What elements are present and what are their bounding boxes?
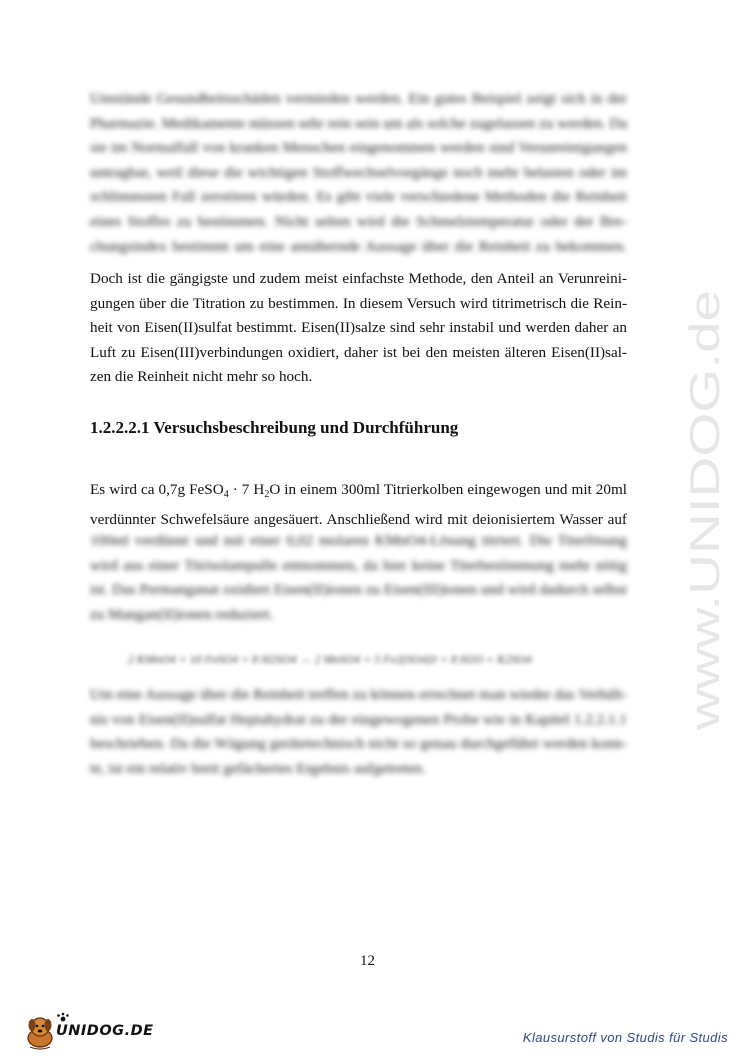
paw-icon: [57, 1013, 69, 1022]
text-line: verdünnter Schwefelsäure angesäuert. Anschließend wird mit deionisiertem Wasser auf: [90, 510, 627, 528]
logo-text: UNIDOG.DE: [56, 1023, 154, 1039]
blurred-equation: 2 KMnO4 + 10 FeSO4 + 8 H2SO4 → 2 MnSO4 + 5 Fe2(SO4)3 + 8 H2O + K2SO4: [128, 652, 532, 666]
text-line: Pharmazie. Medikamente müssen sehr rein sein um als solche zugelassen zu werden. Da: [90, 114, 628, 132]
text-line: chungsindex bestimmt um eine annähernde Aussage über die Reinheit zu bekommen.: [90, 237, 627, 255]
text-line: te, ist ein relativ breit gefächertes Ergebnis aufgetreten.: [90, 759, 426, 777]
blurred-paragraph-intro: [90, 87, 627, 259]
text-segment: Es wird ca 0,7g FeSO: [90, 481, 224, 498]
text-line: Luft zu Eisen(III)verbindungen oxidiert, daher ist bei den meisten älteren Eisen(II)sal-: [90, 343, 627, 361]
text-line: gungen über die Titration zu bestimmen. In diesem Versuch wird titrimetrisch die Rein-: [90, 294, 627, 312]
blurred-paragraph-procedure: [90, 529, 627, 627]
text-line: untragbar, weil diese die wichtigen Stoffwechselvorgänge noch mehr belasten oder im: [90, 163, 627, 181]
text-line: Doch ist die gängigste und zudem meist einfachste Methode, den Anteil an Verunreini-: [90, 270, 627, 287]
text-line: wird aus einer Titrisolampulle entnommen, da hier keine Titerbestimmung mehr nötig: [90, 556, 627, 574]
text-line: Umstände Gesundheitsschäden vermieden werden. Ein gutes Beispiel zeigt sich in der: [90, 90, 627, 107]
subscript: 4: [223, 489, 229, 500]
watermark-text: www.UNIDOG.de: [681, 403, 728, 730]
section-heading: 1.2.2.2.1 Versuchsbeschreibung und Durchführung: [90, 418, 459, 437]
text-line: heit von Eisen(II)sulfat bestimmt. Eisen(II)salze sind sehr instabil und werden daher an: [90, 319, 627, 337]
text-segment: O in einem 300ml Titrierkolben eingewogen und mit 20ml: [269, 481, 627, 498]
subscript: 2: [264, 489, 270, 500]
text-line: beschrieben. Da die Wägung gerätetechnisch nicht so genau durchgeführt werden konn-: [90, 735, 627, 753]
text-line: schlimmsten Fall zerstören würden. Es gibt viele verschiedene Methoden die Reinheit: [90, 188, 627, 206]
text-segment: · 7 H: [228, 481, 265, 498]
watermark: [681, 285, 730, 735]
text-line: ist. Das Permanganat oxidiert Eisen(II)ionen zu Eisen(III)ionen und wird dadurch selbst: [90, 581, 627, 599]
paragraph-procedure: [90, 478, 627, 532]
text-line: zen die Reinheit nicht mehr so hoch.: [90, 368, 313, 386]
paragraph-titration-intro: [90, 267, 627, 390]
text-line: nis von Eisen(II)sulfat Heptahydrat zu der eingewogenen Probe wie in Kapitel 1.2.2.1.1: [90, 710, 627, 728]
text-line: 100ml verdünnt und mit einer 0,02 molaren KMnO4-Lösung titriert. Die Titerlösung: [90, 532, 627, 549]
text-line: eines Stoffes zu bestimmen. Nicht selten wird die Schmelztemperatur oder der Bre-: [90, 212, 627, 230]
text-line-formula: [90, 478, 627, 508]
footer-tagline: Klausurstoff von Studis für Studis: [522, 1030, 728, 1045]
dog-mascot-icon: [28, 1018, 52, 1049]
text-line: zu Mangan(II)ionen reduziert.: [90, 605, 274, 623]
blurred-paragraph-evaluation: [90, 683, 627, 781]
text-line: Um eine Aussage über die Reinheit treffen zu können errechnet man wieder das Verhält-: [90, 686, 628, 703]
page-number: 12: [360, 953, 375, 969]
text-line: sie im Normalfall von kranken Menschen eingenommen werden sind Verunreinigungen: [90, 139, 627, 157]
